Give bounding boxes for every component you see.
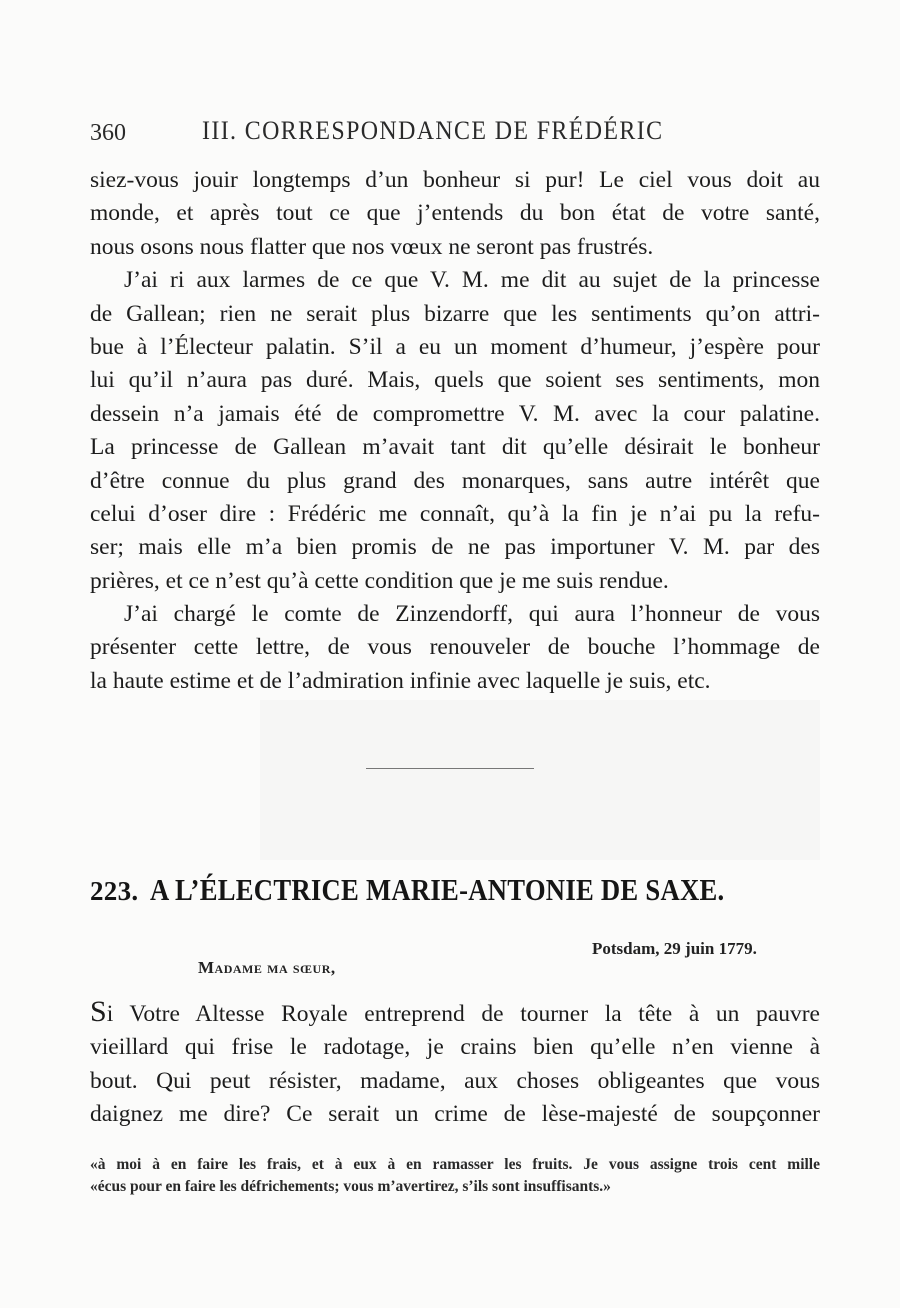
running-head-title: III. CORRESPONDANCE DE FRÉDÉRIC (202, 116, 664, 145)
text-line: lui qu’il n’aura pas duré. Mais, quels que soient ses sentiments, mon (90, 367, 820, 394)
text-line: siez-vous jouir longtemps d’un bonheur si pur! Le ciel vous doit au (90, 167, 820, 193)
text-line: de Gallean; rien ne serait plus bizarre que les sentiments qu’on attri- (90, 300, 820, 327)
text-line: la haute estime et de l’admiration infinie avec laquelle je suis, etc. (90, 667, 711, 694)
letter-salutation: Madame ma sœur, (198, 958, 336, 977)
text-line: bue à l’Électeur palatin. S’il a eu un moment d’humeur, j’espère pour (90, 333, 820, 360)
text-line: J’ai ri aux larmes de ce que V. M. me dit au sujet de la princesse (124, 267, 820, 294)
dropcap-letter: S (90, 995, 107, 1028)
letter-title: A L’ÉLECTRICE MARIE-ANTONIE DE SAXE. (150, 872, 725, 907)
text-line-first (90, 995, 820, 1031)
letter-dateline: Potsdam, 29 juin 1779. (592, 939, 757, 958)
paragraph (90, 164, 820, 264)
text-line: vieillard qui frise le radotage, je crains bien qu’elle n’en vienne à (90, 1034, 820, 1061)
text-line: ser; mais elle m’a bien promis de ne pas importuner V. M. par des (90, 534, 820, 561)
footnote (90, 1154, 820, 1198)
text-line: prières, et ce n’est qu’à cette condition que je me suis rendue. (90, 567, 669, 594)
letter-body (90, 995, 820, 1132)
text-line: daignez me dire? Ce serait un crime de lèse-majesté de soupçonner (90, 1101, 820, 1128)
text-line: dessein n’a jamais été de compromettre V. M. avec la cour palatine. (90, 400, 820, 427)
section-separator-rule (366, 768, 534, 769)
text-line: bout. Qui peut résister, madame, aux choses obligeantes que vous (90, 1067, 820, 1094)
paragraph (90, 598, 820, 698)
text-line: J’ai chargé le comte de Zinzendorff, qui aura l’honneur de vous (124, 601, 820, 628)
text-line: celui d’oser dire : Frédéric me connaît, qu’à la fin je n’ai pu la refu- (90, 500, 820, 527)
text-line: d’être connue du plus grand des monarques, sans autre intérêt que (90, 467, 820, 494)
text-line-rest: i Votre Altesse Royale entreprend de tourner la tête à un pauvre (106, 1001, 820, 1027)
continuation-text (90, 164, 820, 698)
letter-number: 223. (90, 876, 139, 906)
running-head (90, 116, 830, 150)
text-line: La princesse de Gallean m’avait tant dit qu’elle désirait le bonheur (90, 434, 820, 461)
bleed-through-shadow (260, 700, 820, 860)
text-line: présenter cette lettre, de vous renouveler de bouche l’hommage de (90, 634, 820, 661)
page-number: 360 (90, 120, 126, 146)
paragraph (90, 264, 820, 598)
footnote-line: «écus pour en faire les défrichements; vous m’avertirez, s’ils sont insuffisants.» (90, 1178, 611, 1195)
text-line: nous osons nous flatter que nos vœux ne seront pas frustrés. (90, 233, 654, 260)
footnote-line: «à moi à en faire les frais, et à eux à en ramasser les fruits. Je vous assigne trois cent mille (90, 1156, 820, 1173)
text-line: monde, et après tout ce que j’entends du bon état de votre santé, (90, 200, 820, 227)
letter-heading (90, 872, 822, 908)
